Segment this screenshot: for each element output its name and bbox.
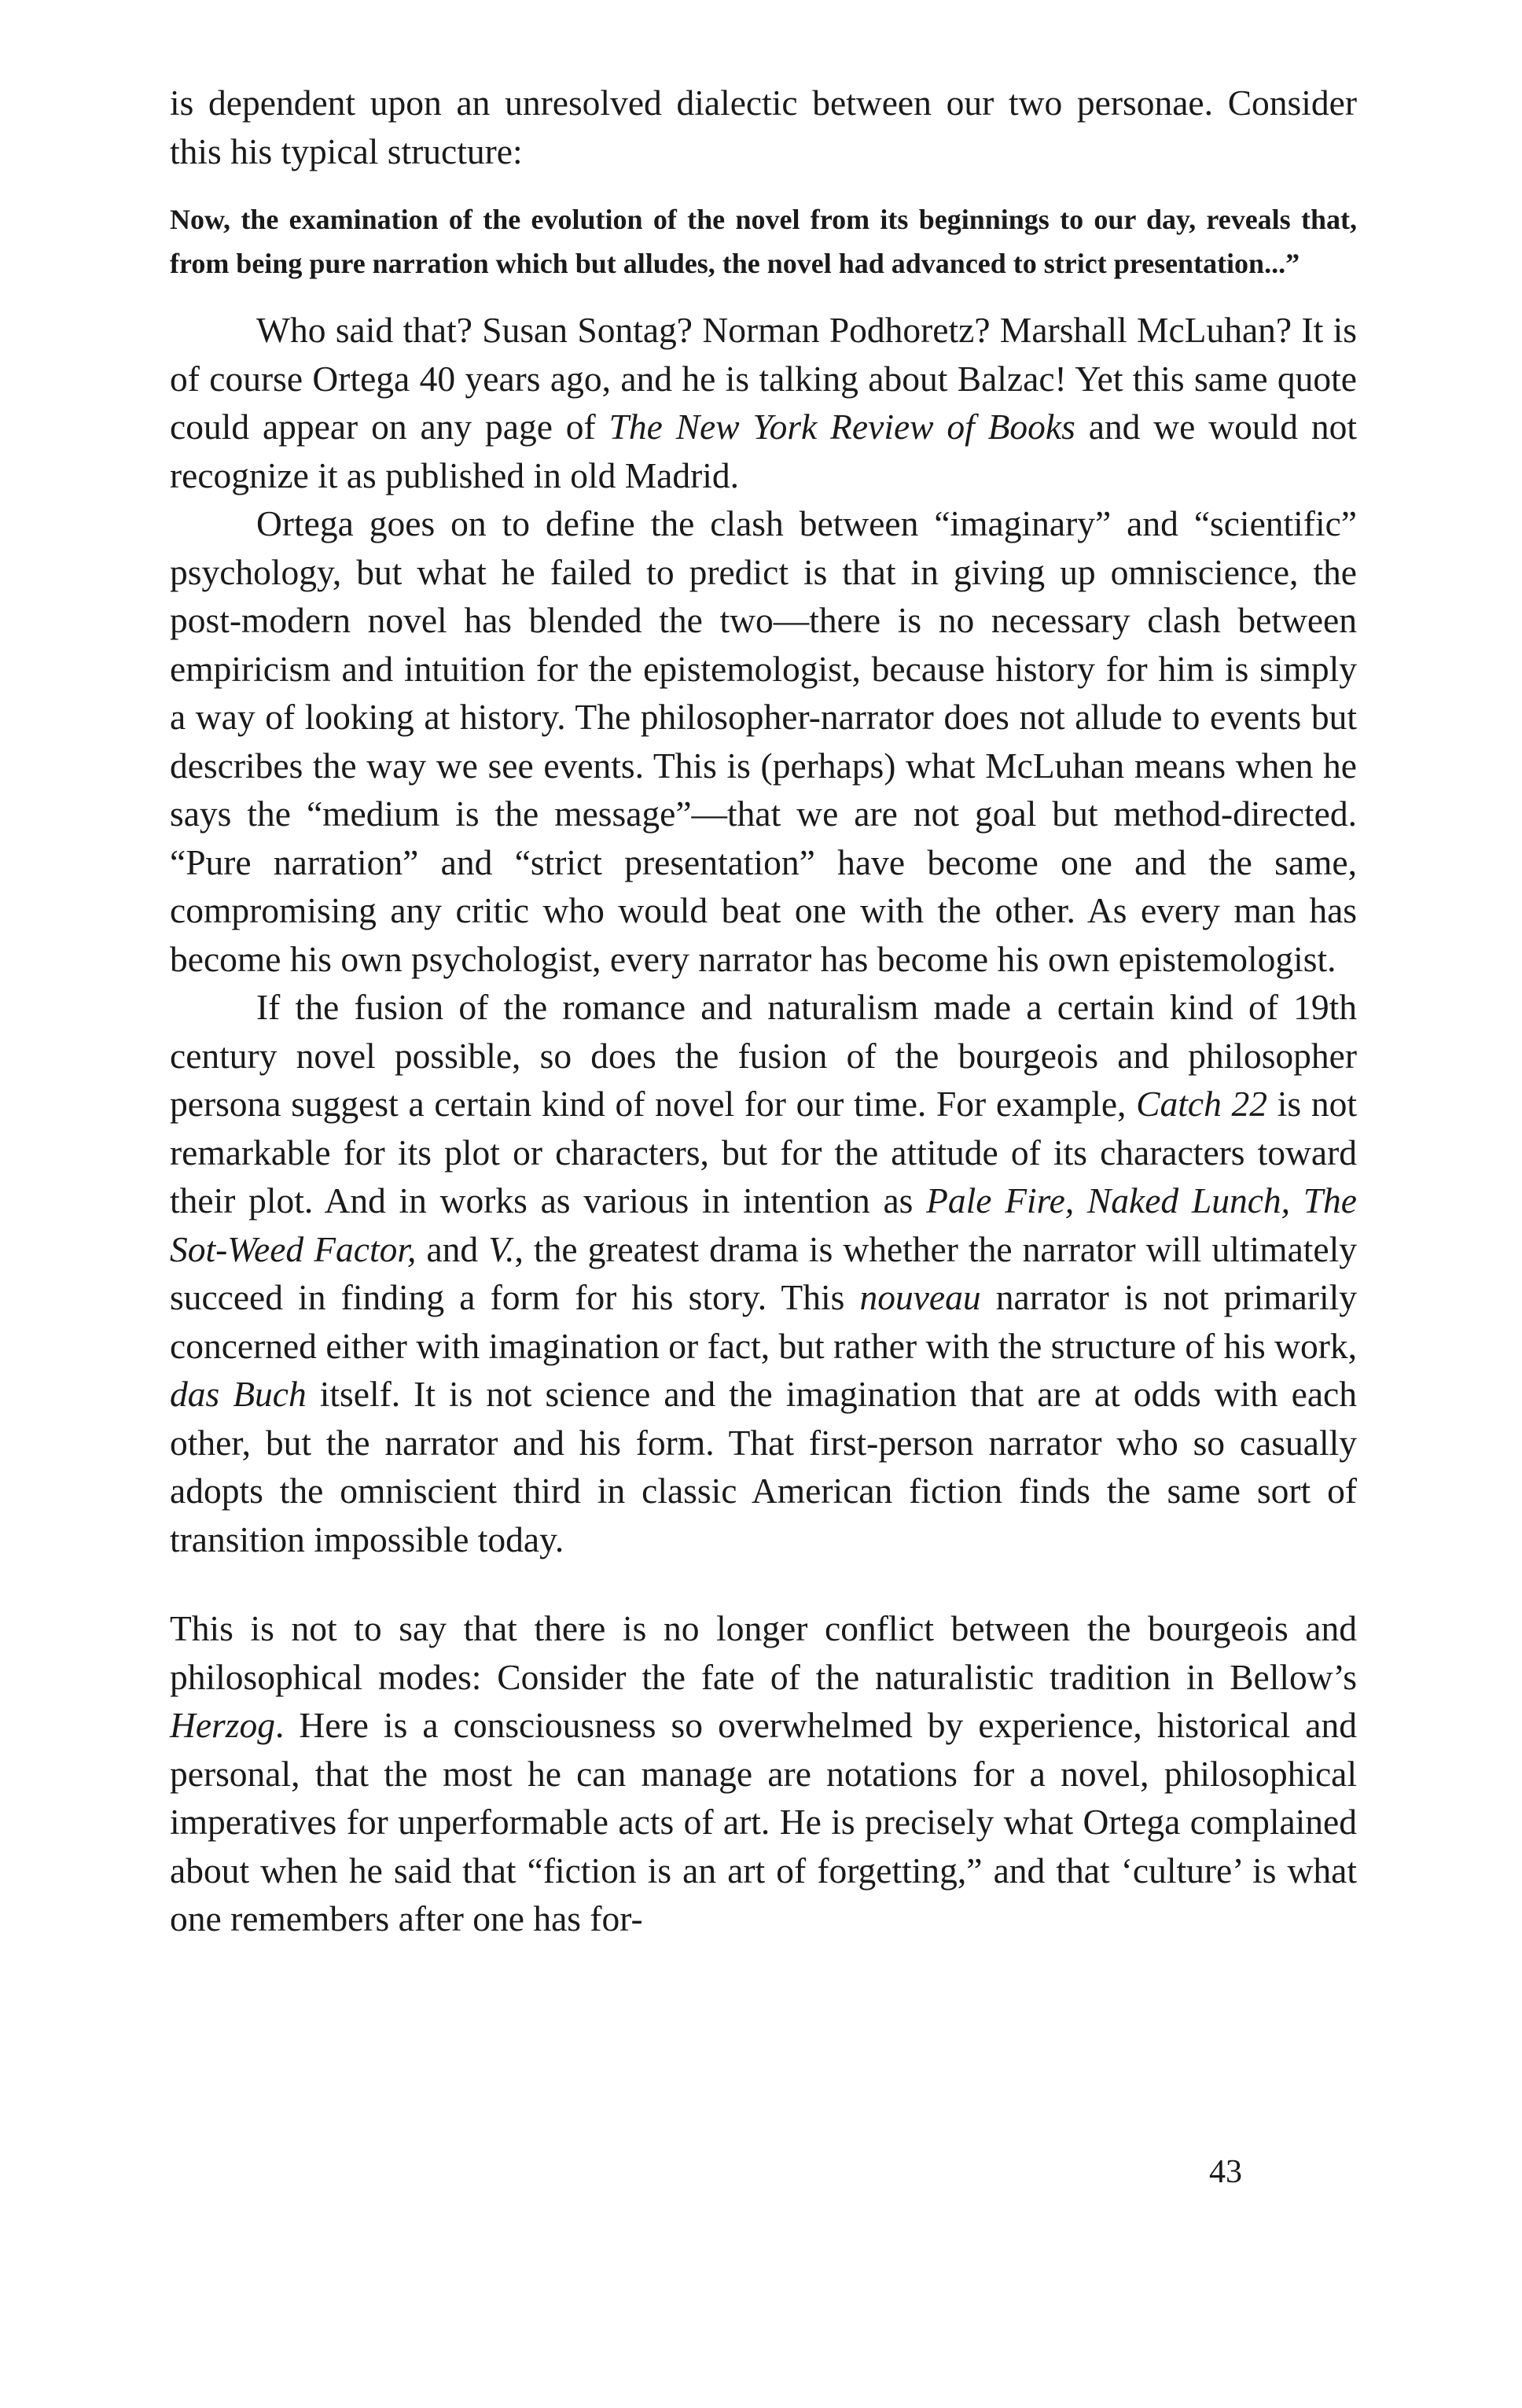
para3-v: V.: [488, 1228, 515, 1269]
para3-catch22: Catch 22: [1136, 1084, 1268, 1124]
para1-tail: and we would not recognize it as published in old Madrid.: [170, 407, 1357, 495]
para4-b: . Here is a consciousness so overwhelmed by experience, historical and personal, that the most he can manage are notations for a novel, philosophical imperatives for unperformable acts of art. He is precisely what Ortega complained about when he said that “fiction is an art of forgetting,” and that ‘culture’ is what one remembers after one has for-: [170, 1705, 1357, 1939]
page-number: 43: [1209, 2154, 1242, 2190]
para3-nouveau: nouveau: [859, 1277, 981, 1317]
para4-a: This is not to say that there is no longer conflict between the bourgeois and philosophical modes: Consider the fate of the naturalistic tradition in Bellow’s: [170, 1608, 1357, 1697]
para2-text: Ortega goes on to define the clash between “imaginary” and “scientific” psychology, but what he failed to predict is that in giving up omniscience, the post-modern novel has blended the two—there is no necessary clash between empiricism and intuition for the epistemologist, because history for him is simply a way of looking at history. The philosopher-narrator does not allude to events but describes the way we see events. This is (perhaps) what McLuhan means when he says the “medium is the message”—that we are not goal but method-directed. “Pure narration” and “strict presentation” have become one and the same, compromising any critic who would beat one with the other. As every man has become his own psychologist, every narrator has become his own epistemologist.: [170, 503, 1357, 979]
para3-e: narrator is not primarily concerned either with imagination or fact, but rather with the structure of his work,: [170, 1277, 1357, 1366]
para3-b: is not remarkable for its plot or characters, but for the attitude of its characters toward their plot. And in works as various in intention as: [170, 1084, 1357, 1221]
para3-c: and: [416, 1228, 489, 1269]
block-quote: [170, 197, 1357, 285]
lead-paragraph: [170, 79, 1357, 175]
paragraph-2: [170, 499, 1357, 983]
quote-text: Now, the examination of the evolution of the novel from its beginnings to our day, reveals that, from being pure narration which but alludes, the novel had advanced to strict presentation...”: [170, 204, 1357, 279]
paragraph-1: [170, 306, 1357, 499]
page-body: [170, 79, 1357, 1943]
para3-titles: Pale Fire, Naked Lunch, The Sot-Weed Factor,: [170, 1180, 1357, 1269]
para4-herzog: Herzog: [170, 1705, 275, 1745]
para1-title-nyrb: The New York Review of Books: [608, 407, 1075, 447]
para3-f: itself. It is not science and the imagination that are at odds with each other, but the narrator and his form. That first-person narrator who so casually adopts the omniscient third in classic American fiction finds the same sort of transition impossible today.: [170, 1374, 1358, 1559]
paragraph-4: [170, 1604, 1357, 1943]
lead-text: is dependent upon an unresolved dialectic between our two personae. Consider this his typical structure:: [170, 83, 1357, 171]
para1-text: Who said that? Susan Sontag? Norman Podhoretz? Marshall McLuhan? It is of course Ortega 40 years ago, and he is talking about Balzac! Yet this same quote could appear on any page of: [170, 310, 1357, 447]
paragraph-3: [170, 983, 1357, 1563]
para3-d: , the greatest drama is whether the narrator will ultimately succeed in finding a form for his story. This: [170, 1228, 1358, 1317]
para3-das-buch: das Buch: [170, 1374, 307, 1414]
para3-a: If the fusion of the romance and naturalism made a certain kind of 19th century novel possible, so does the fusion of the bourgeois and philosopher persona suggest a certain kind of novel for our time. For example,: [170, 987, 1357, 1124]
